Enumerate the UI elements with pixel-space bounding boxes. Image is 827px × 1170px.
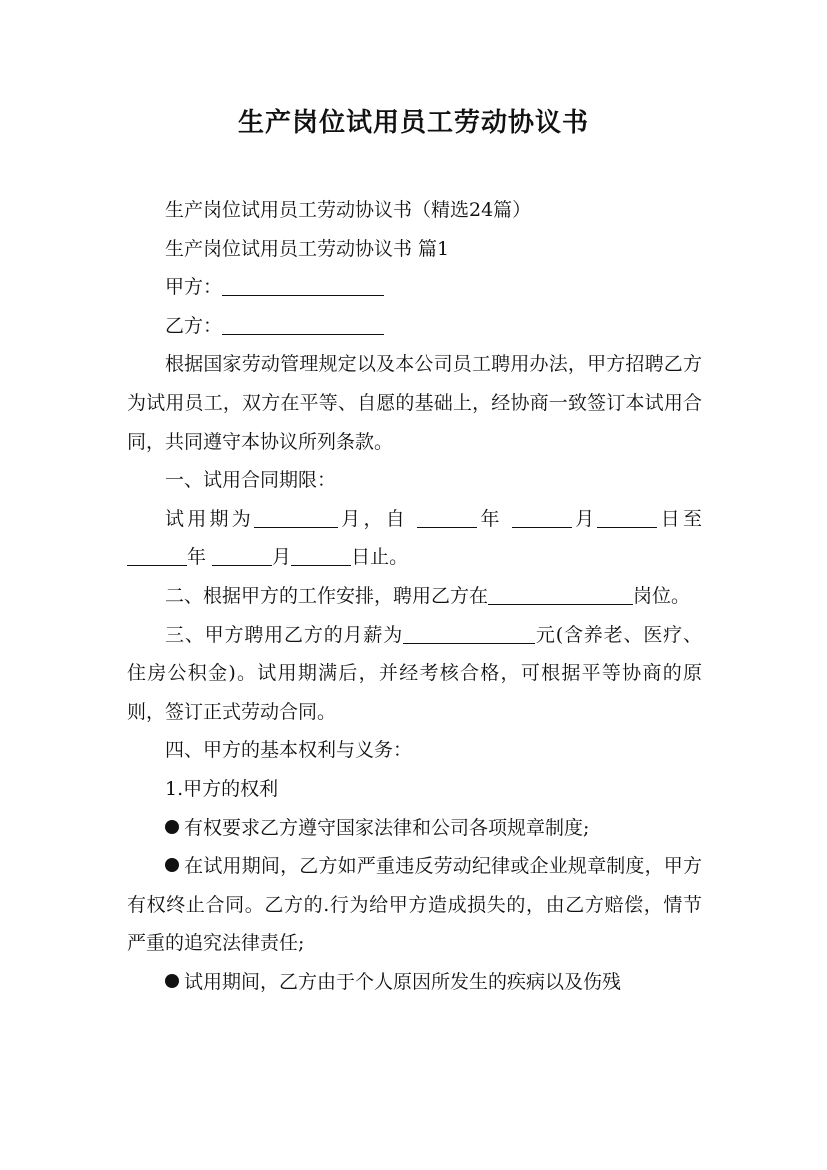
bullet-icon — [165, 974, 179, 988]
party-b-blank — [222, 314, 384, 335]
bullet-item-1 — [127, 809, 702, 848]
bullet-icon — [165, 858, 179, 872]
section-1-heading: 一、试用合同期限： — [165, 469, 337, 492]
section-2-text: 二、根据甲方的工作安排，聘用乙方在 — [165, 584, 489, 607]
section-2-paragraph — [127, 577, 702, 616]
section-1-period — [127, 500, 702, 577]
section-2-tail: 岗位。 — [633, 584, 691, 607]
party-b-label: 乙方： — [165, 314, 223, 337]
period-text-3: 年 — [477, 507, 512, 530]
section-4-heading: 四、甲方的基本权利与义务： — [165, 739, 413, 762]
section-3-tail: 元(含养老、医疗、住房公积金)。试用期满后，并经考核合格，可根据平等协商的原则，签订正式劳动合同。 — [127, 623, 702, 723]
part-heading: 生产岗位试用员工劳动协议书 篇1 — [165, 237, 450, 260]
position-blank — [488, 584, 633, 605]
section-4-subheading: 1.甲方的权利 — [165, 777, 279, 800]
bullet-text-1: 有权要求乙方遵守国家法律和公司各项规章制度; — [184, 816, 590, 839]
party-b-line — [127, 307, 702, 346]
party-a-blank — [222, 275, 384, 296]
period-text-1: 试用期为 — [165, 507, 254, 530]
subtitle: 生产岗位试用员工劳动协议书（精选24篇） — [165, 199, 532, 221]
document-body — [127, 191, 702, 1001]
start-month-blank — [512, 507, 572, 528]
document-title: 生产岗位试用员工劳动协议书 — [237, 108, 589, 138]
end-day-blank — [291, 545, 351, 566]
period-months-blank — [254, 507, 338, 528]
end-year-blank — [127, 545, 187, 566]
period-text-2: 月，自 — [337, 507, 418, 530]
period-text-7: 月 — [272, 546, 292, 569]
bullet-text-3: 试用期间，乙方由于个人原因所发生的疾病以及伤残 — [184, 970, 622, 993]
intro-paragraph: 根据国家劳动管理规定以及本公司员工聘用办法，甲方招聘乙方为试用员工，双方在平等、自愿的基础上，经协商一致签订本试用合同，共同遵守本协议所列条款。 — [127, 353, 702, 453]
start-year-blank — [417, 507, 477, 528]
bullet-text-2: 在试用期间，乙方如严重违反劳动纪律或企业规章制度，甲方有权终止合同。乙方的.行为给甲方造成损失的，由乙方赔偿，情节严重的追究法律责任; — [127, 855, 702, 955]
salary-blank — [403, 623, 535, 644]
bullet-item-3 — [127, 963, 702, 1002]
period-text-8: 日止。 — [351, 546, 409, 569]
party-a-line — [127, 268, 702, 307]
bullet-item-2 — [127, 847, 702, 963]
section-3-text: 三、甲方聘用乙方的月薪为 — [165, 623, 404, 646]
party-a-label: 甲方： — [165, 276, 223, 299]
period-text-5: 日至 — [657, 507, 702, 530]
section-3-paragraph — [127, 616, 702, 732]
start-day-blank — [597, 507, 657, 528]
end-month-blank — [212, 545, 272, 566]
bullet-icon — [165, 820, 179, 834]
period-text-4: 月 — [571, 507, 598, 530]
period-text-6: 年 — [187, 546, 213, 569]
